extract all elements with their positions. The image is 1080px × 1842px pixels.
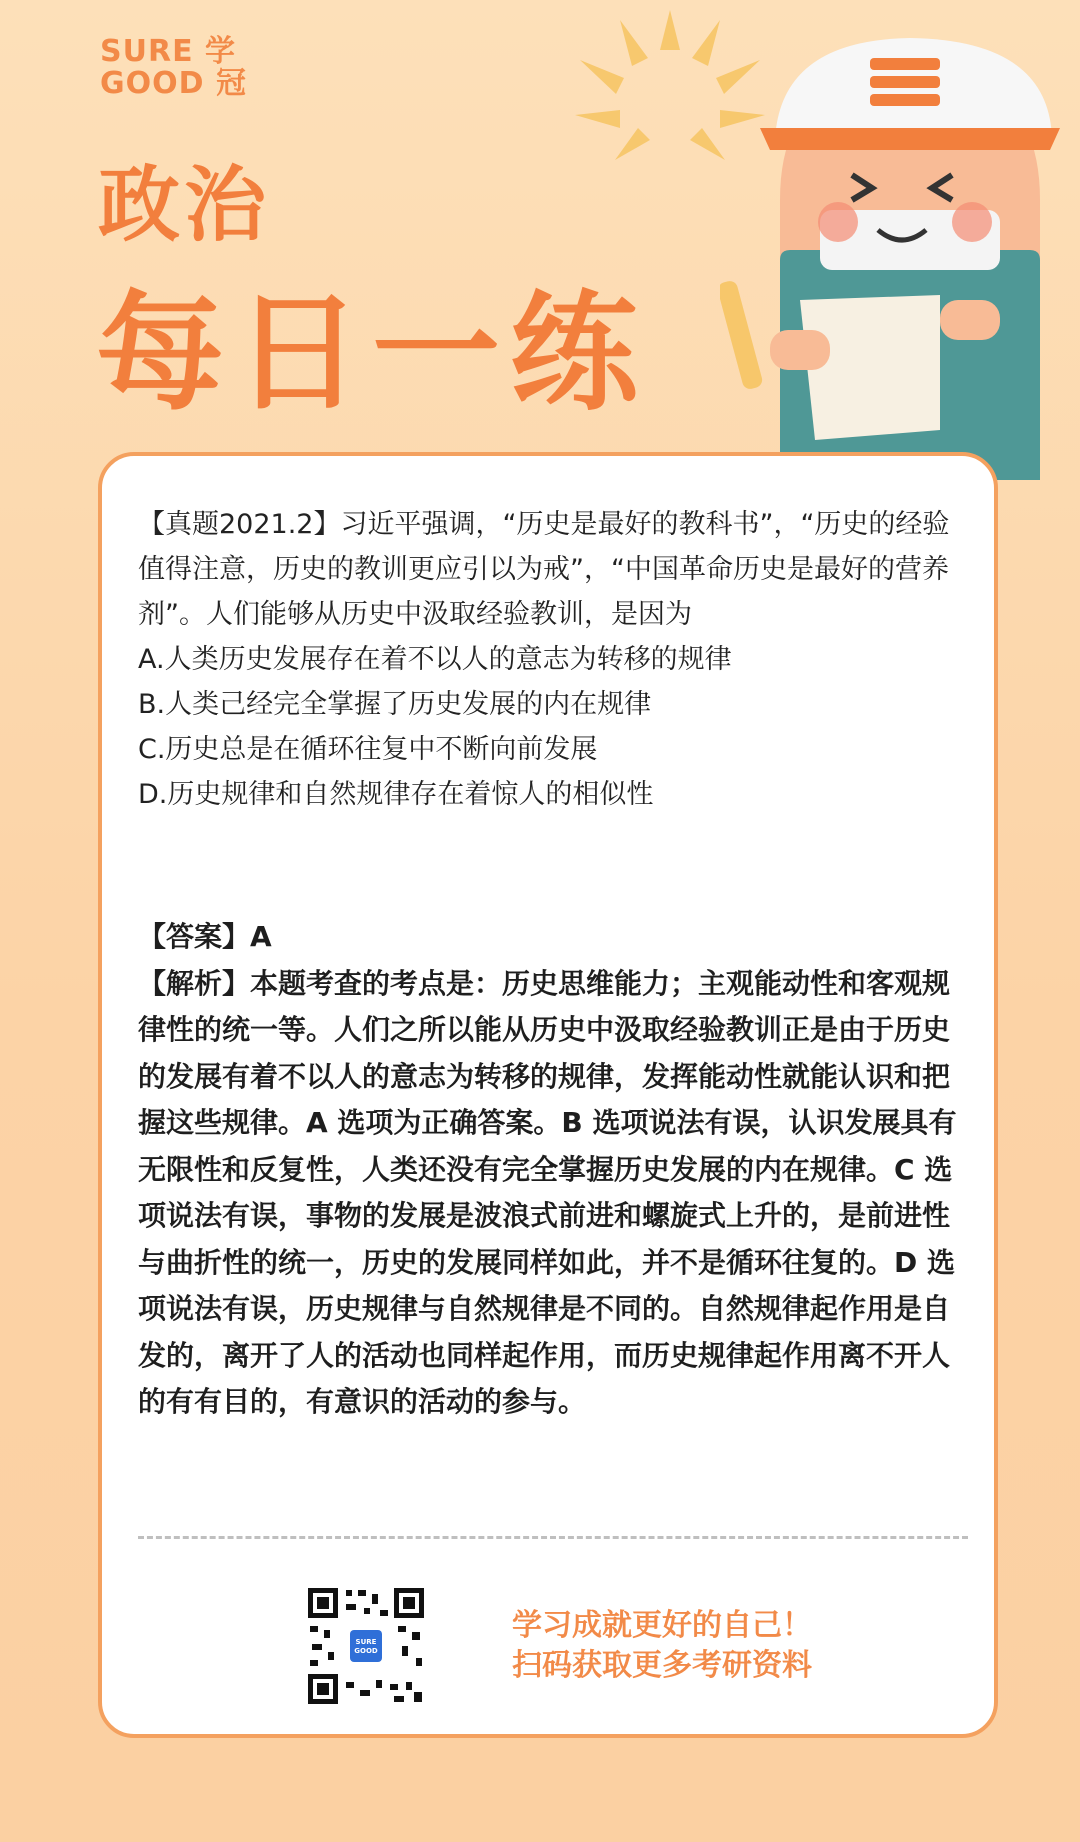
mascot-illustration bbox=[720, 10, 1080, 480]
question-block bbox=[138, 502, 968, 817]
logo bbox=[100, 36, 247, 100]
page-headline: 每日一练 bbox=[96, 279, 649, 428]
svg-text:SURE: SURE bbox=[355, 1638, 377, 1646]
question-stem: 【真题2021.2】习近平强调，“历史是最好的教科书”，“历史的经验值得注意，历史的教训更应引以为戒”，“中国革命历史是最好的营养剂”。人们能够从历史中汲取经验教训，是因为 bbox=[138, 509, 950, 630]
option-a: A.人类历史发展存在着不以人的意志为转移的规律 bbox=[138, 644, 732, 675]
svg-text:GOOD: GOOD bbox=[354, 1647, 378, 1655]
option-d: D.历史规律和自然规律存在着惊人的相似性 bbox=[138, 779, 654, 810]
logo-line1: SURE 学 bbox=[100, 34, 237, 69]
answer-block bbox=[138, 914, 968, 1426]
qr-code[interactable] bbox=[306, 1586, 426, 1706]
option-c: C.历史总是在循环往复中不断向前发展 bbox=[138, 734, 598, 765]
logo-line2: GOOD 冠 bbox=[100, 66, 247, 101]
slogan-line2: 扫码获取更多考研资料 bbox=[512, 1648, 812, 1683]
dashed-divider bbox=[138, 1536, 968, 1539]
slogan-line1: 学习成就更好的自己！ bbox=[512, 1608, 812, 1643]
option-b: B.人类己经完全掌握了历史发展的内在规律 bbox=[138, 689, 652, 720]
analysis-text: 【解析】本题考查的考点是：历史思维能力；主观能动性和客观规律性的统一等。人们之所以能从历史中汲取经验教训正是由于历史的发展有着不以人的意志为转移的规律，发挥能动性就能认识和把握这些规律。A 选项为正确答案。B 选项说法有误，认识发展具有无限性和反复性，人类还没有完全掌握历史发展的内在规律。C 选项说法有误，事物的发展是波浪式前进和螺旋式上升的，是前进性与曲折性的统一，历史的发展同样如此，并不是循环往复的。D 选项说法有误，历史规律与自然规律是不同的。自然规律起作用是自发的，离开了人的活动也同样起作用，而历史规律起作用离不开人的有有目的，有意识的活动的参与。 bbox=[138, 966, 957, 1418]
question-card bbox=[98, 452, 998, 1738]
answer-line: 【答案】A bbox=[138, 920, 272, 953]
subject-title: 政治 bbox=[98, 158, 271, 253]
slogan-block bbox=[512, 1606, 812, 1686]
